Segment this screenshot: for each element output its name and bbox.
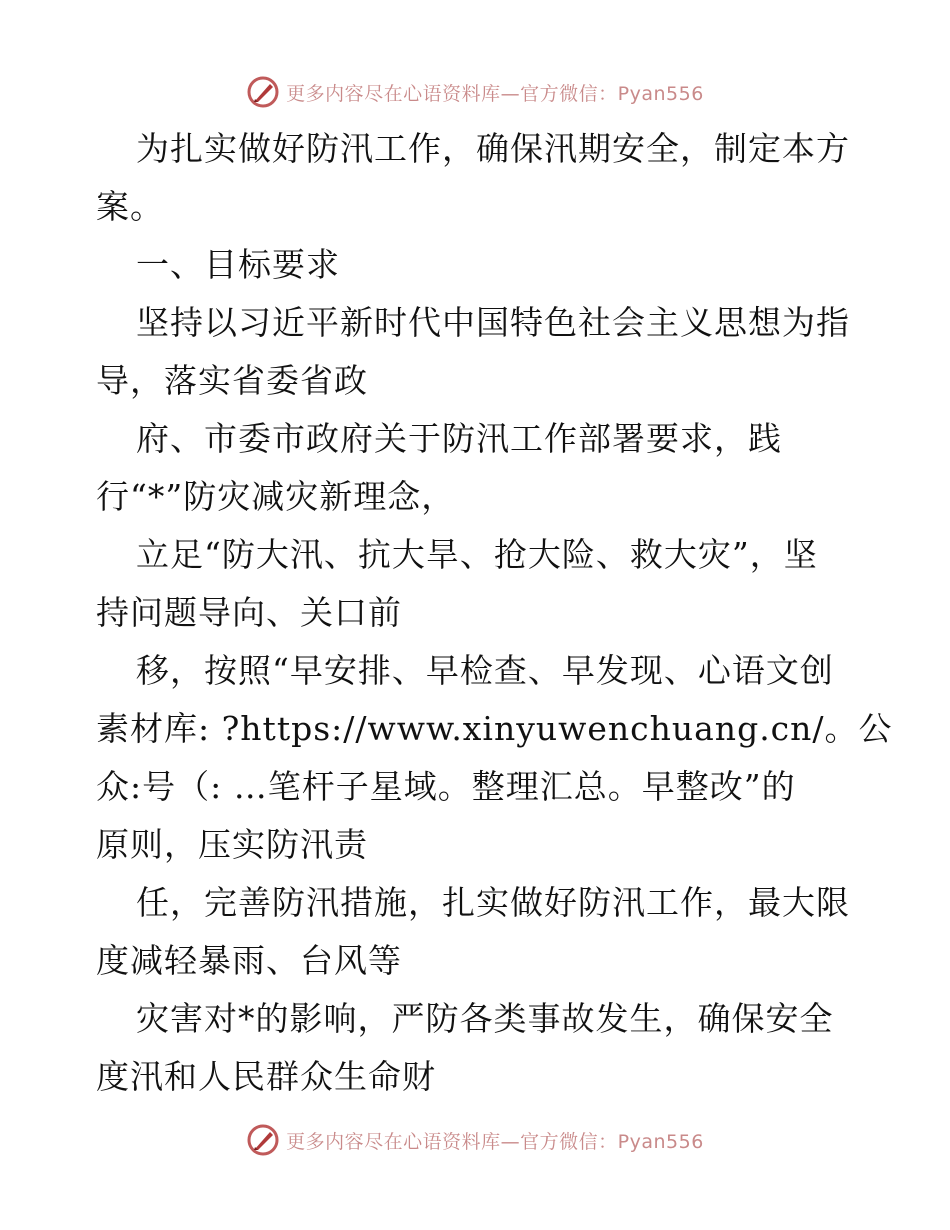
text-line: 度汛和人民群众生命财 <box>96 1057 436 1096</box>
feather-pen-icon <box>246 75 280 109</box>
watermark-text: 更多内容尽在心语资料库—官方微信：Pyan556 <box>286 82 704 105</box>
text-line: 持问题导向、关口前 <box>96 593 402 632</box>
section-heading: 一、目标要求 <box>136 245 340 284</box>
text-line: 原则，压实防汛责 <box>96 825 368 864</box>
text-line: 导，落实省委省政 <box>96 361 368 400</box>
text-line: 立足“防大汛、抗大旱、抢大险、救大灾”，坚 <box>136 535 818 574</box>
text-line: 度减轻暴雨、台风等 <box>96 941 402 980</box>
footer-watermark <box>0 1120 950 1160</box>
text-line: 灾害对*的影响，严防各类事故发生，确保安全 <box>136 999 834 1038</box>
header-watermark <box>0 72 950 112</box>
text-line: 府、市委市政府关于防汛工作部署要求，践 <box>136 419 782 458</box>
document-body <box>96 120 893 1106</box>
text-line: 行“*”防灾减灾新理念， <box>96 477 456 516</box>
text-line: 坚持以习近平新时代中国特色社会主义思想为指 <box>136 303 850 342</box>
text-line: 为扎实做好防汛工作，确保汛期安全，制定本方 <box>136 129 850 168</box>
feather-pen-icon <box>246 1123 280 1157</box>
text-line: 任，完善防汛措施，扎实做好防汛工作，最大限 <box>136 883 850 922</box>
watermark-text: 更多内容尽在心语资料库—官方微信：Pyan556 <box>286 1130 704 1153</box>
text-line: 移，按照“早安排、早检查、早发现、心语文创 <box>136 651 834 690</box>
text-line: 案。 <box>96 187 164 226</box>
text-line: 素材库: ?https://www.xinyuwenchuang.cn/。公 <box>96 709 893 748</box>
text-line: 众:号（: …笔杆子星域。整理汇总。早整改”的 <box>96 767 796 806</box>
